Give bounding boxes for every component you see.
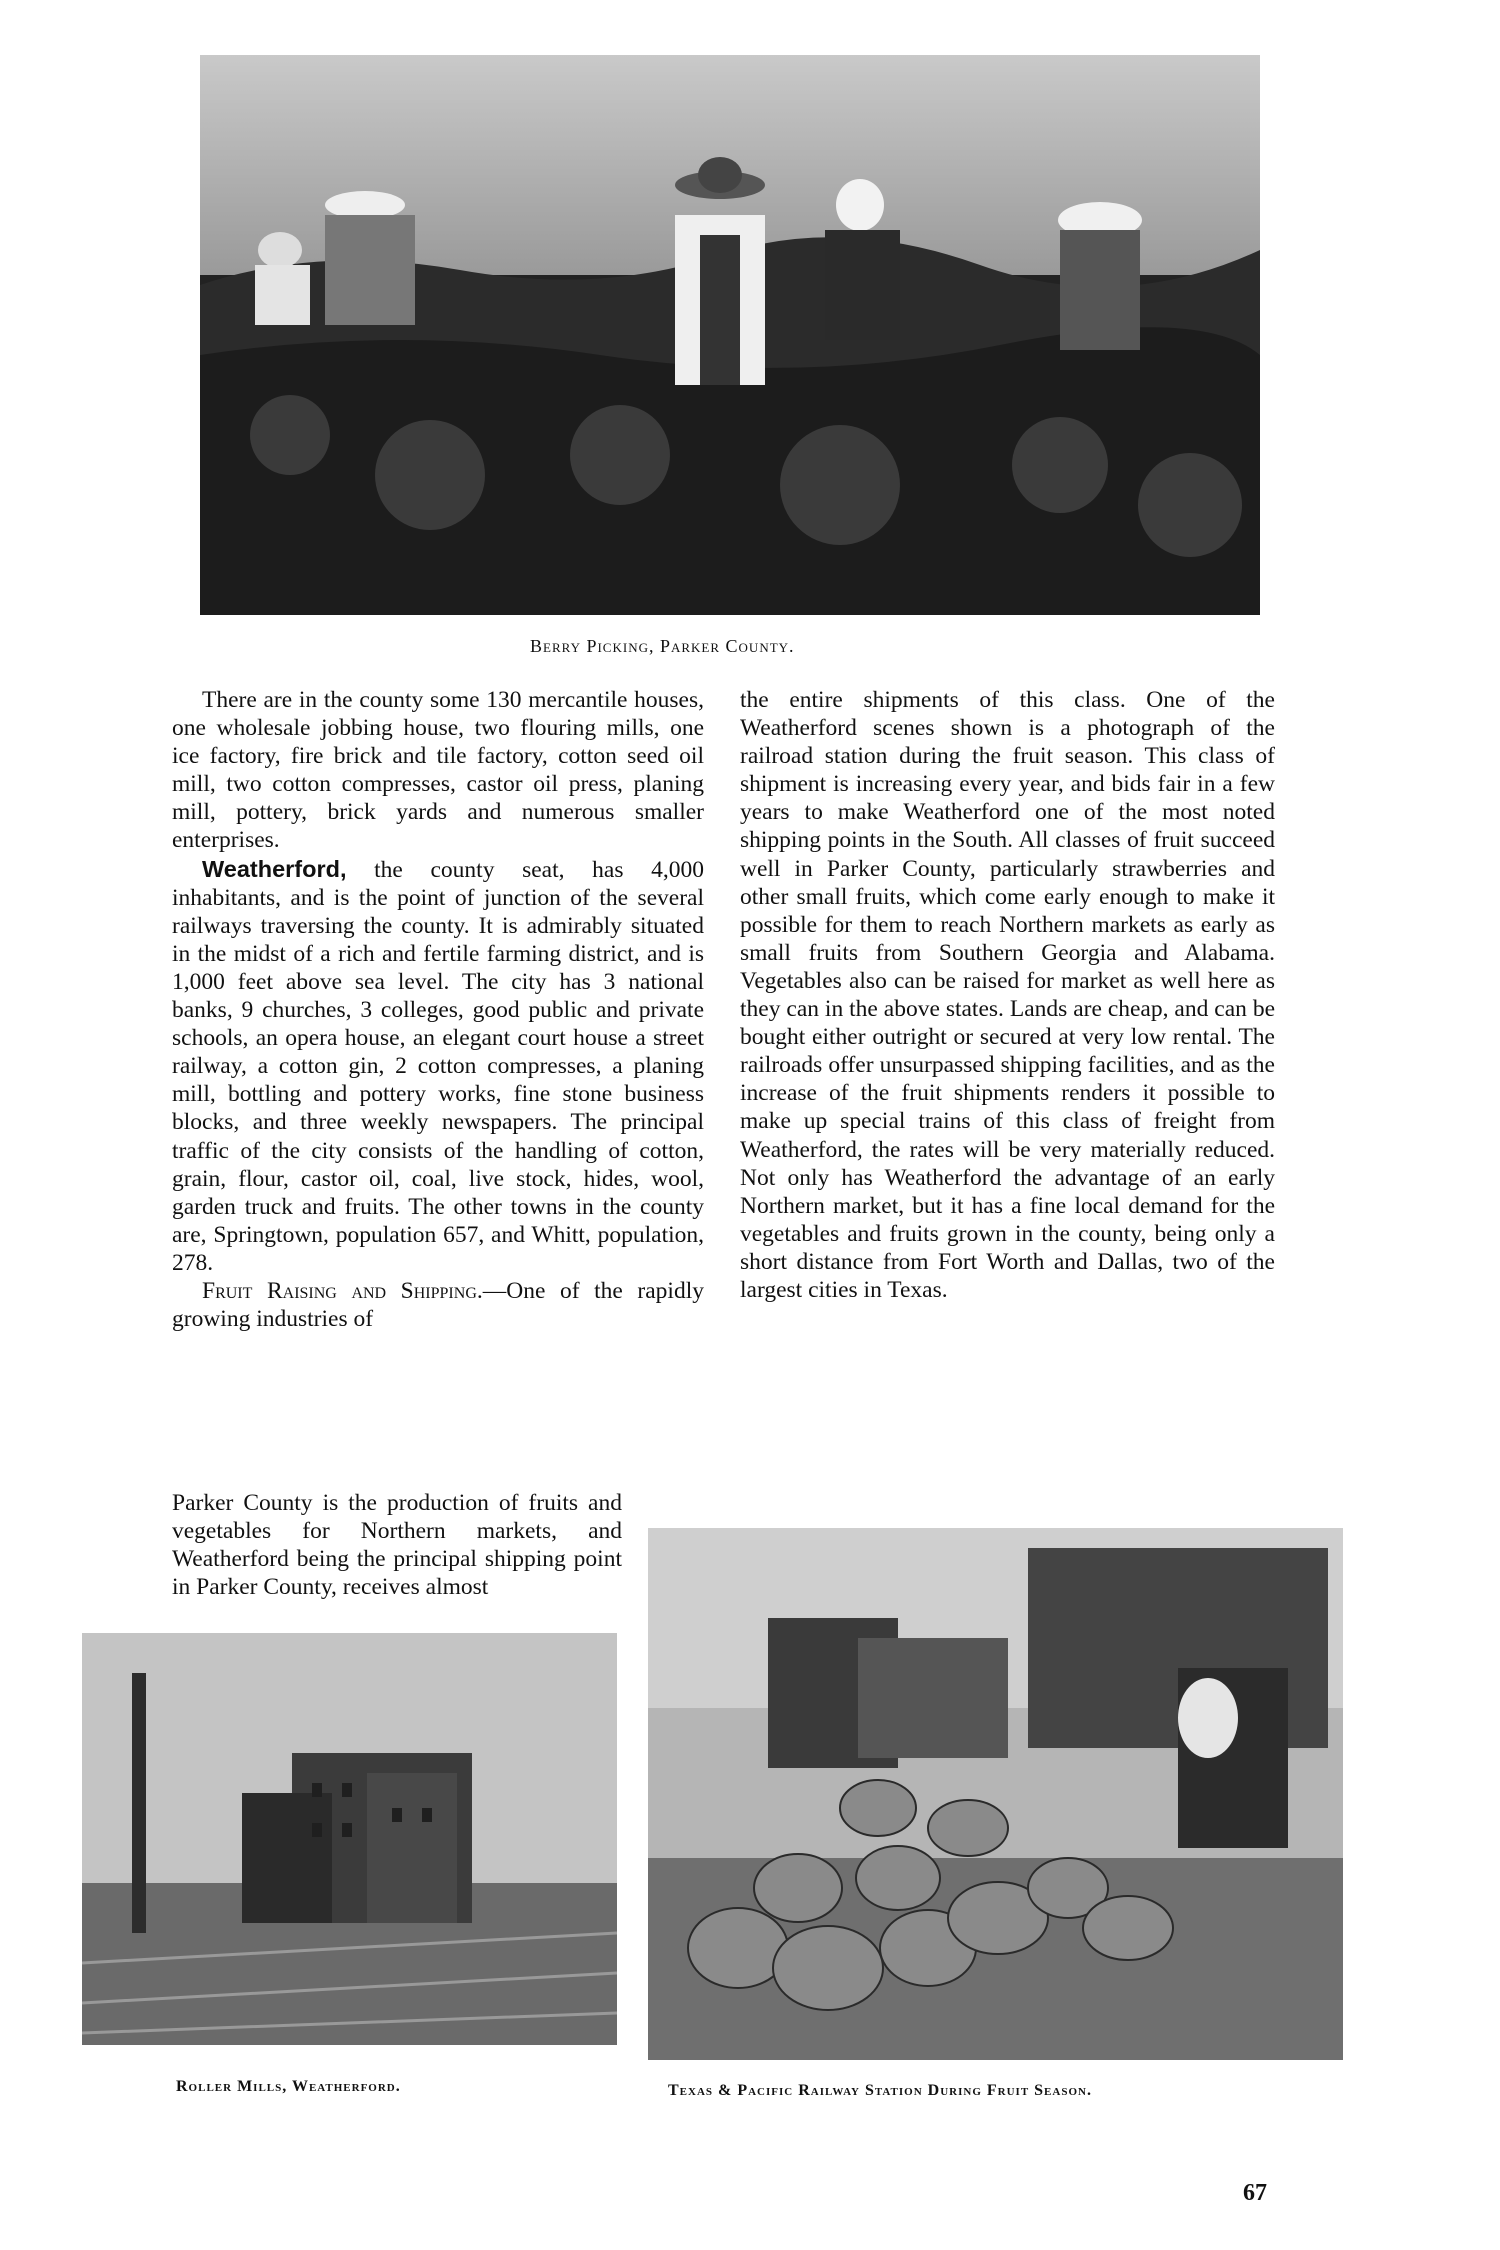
roller-mills-caption: Roller Mills, Weatherford. xyxy=(176,2078,401,2095)
roller-mills-photo xyxy=(82,1633,617,2045)
paragraph-fruit-raising xyxy=(172,1277,704,1333)
berry-picking-photo xyxy=(200,55,1260,615)
paragraph-fruit-raising-cont: Parker County is the production of fruits and vegetables for Northern markets, and Weatherford being the principal shipping point in Parker County, receives almost xyxy=(172,1490,622,1601)
fruit-raising-text: —One of the rapidly growing industries of xyxy=(172,1277,704,1333)
fruit-raising-run-in: Fruit Raising and Shipping. xyxy=(202,1277,483,1304)
left-text-column-narrow xyxy=(172,1489,622,1601)
weatherford-run-in: Weatherford, xyxy=(202,855,347,882)
railway-station-caption: Texas & Pacific Railway Station During Fruit Season. xyxy=(668,2082,1092,2099)
page-number: 67 xyxy=(1243,2180,1267,2206)
paragraph-shipments: the entire shipments of this class. One of the Weatherford scenes shown is a photograph of the railroad station during the fruit season. This class of shipment is increasing every year, and bids fair in a few years to make Weatherford one of the most noted shipping points in the South. All classes of fruit succeed well in Parker County, particularly strawberries and other small fruits, which come early enough to make it possible for them to reach Northern markets as early as small fruits from Southern Georgia and Alabama. Vegetables also can be raised for market as well here as they can in the above states. Lands are cheap, and can be bought either outright or secured at very low rental. The railroads offer unsurpassed shipping facilities, and as the increase of the fruit shipments renders it possible to make up special trains of this class of freight from Weatherford, the rates will be very materially reduced. Not only has Weatherford the advantage of an early Northern market, but it has a fine local demand for the vegetables and fruits grown in the county, being only a short distance from Fort Worth and Dallas, two of the largest cities in Texas. xyxy=(740,687,1275,1303)
right-text-column xyxy=(740,686,1275,1304)
weatherford-text: the county seat, has 4,000 inhabitants, and is the point of junction of the several railways traversing the county. It is admirably situated in the midst of a rich and fertile farming district, and is 1,000 feet above sea level. The city has 3 national banks, 9 churches, 3 colleges, good public and private schools, an opera house, an elegant court house a street railway, a cotton gin, 2 cotton compresses, a planing mill, bottling and pottery works, fine stone business blocks, and three weekly newspapers. The principal traffic of the city consists of the handling of cotton, grain, flour, castor oil, coal, live stock, hides, wool, garden truck and fruits. The other towns in the county are, Springtown, population 657, and Whitt, population, 278. xyxy=(172,856,704,1276)
railway-station-photo xyxy=(648,1528,1343,2060)
paragraph-weatherford xyxy=(172,855,704,1277)
paragraph-industries: There are in the county some 130 mercantile houses, one wholesale jobbing house, two flouring mills, one ice factory, fire brick and tile factory, cotton seed oil mill, two cotton compresses, castor oil press, planing mill, pottery, brick yards and numerous smaller enterprises. xyxy=(172,687,704,854)
berry-picking-caption: Berry Picking, Parker County. xyxy=(530,636,795,656)
left-text-column xyxy=(172,686,704,1333)
